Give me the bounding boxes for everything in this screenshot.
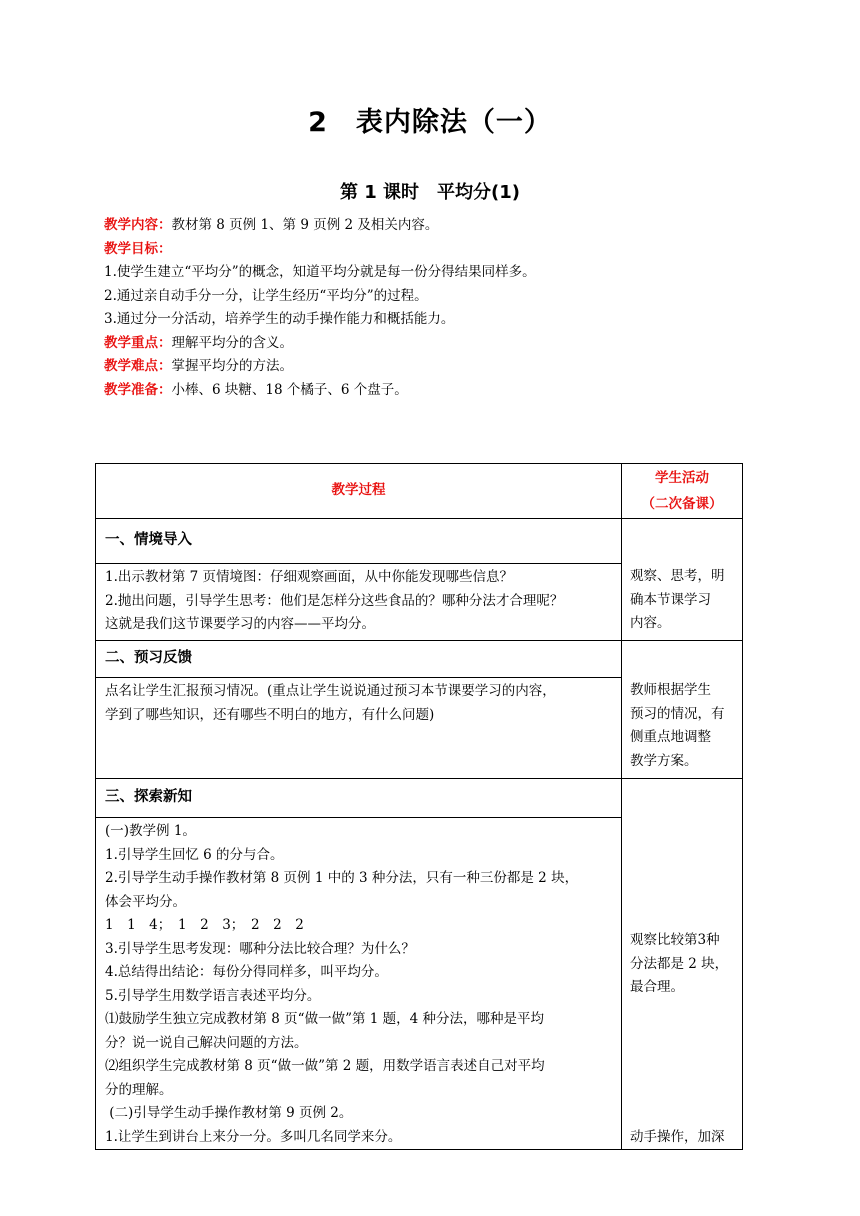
info-content: 教学内容：教材第 8 页例 1、第 9 页例 2 及相关内容。 — [104, 217, 439, 233]
section-heading: 三、探索新知 — [105, 789, 192, 806]
info-goals-label: 教学目标： — [104, 240, 172, 257]
section-heading-row — [96, 519, 743, 564]
header-activity: 学生活动 （二次备课） — [622, 464, 743, 519]
section-heading-row — [96, 641, 743, 678]
info-goal-2: 2.通过亲自动手分一分，让学生经历“平均分”的过程。 — [104, 287, 428, 304]
section-body: 点名让学生汇报预习情况。(重点让学生说说通过预习本节课要学习的内容， 学到了哪些知识，还有哪些不明白的地方，有什么问题) — [96, 678, 622, 779]
info-goal-1: 1.使学生建立“平均分”的概念，知道平均分就是每一份分得结果同样多。 — [104, 264, 536, 280]
table-header-row — [96, 464, 743, 519]
activity-continued: 动手操作，加深 — [630, 1128, 725, 1145]
lesson-title: 第 1 课时 平均分(1) — [339, 182, 521, 203]
header-process: 教学过程 — [96, 464, 622, 519]
info-keypoint: 教学重点：理解平均分的含义。 — [104, 334, 293, 351]
info-preparation: 教学准备：小棒、6 块糖、18 个橘子、6 个盘子。 — [104, 381, 408, 398]
section-heading-row — [96, 779, 743, 818]
section-body: 1.出示教材第 7 页情境图：仔细观察画面，从中你能发现哪些信息？ 2.抛出问题，引导学生思考：他们是怎样分这些食品的？哪种分法才合理呢？ 这就是我们这节课要学习的内容——平均分。 — [96, 564, 622, 641]
lesson-info — [104, 214, 764, 402]
activity-cell: 观察、思考，明 确本节课学习 内容。 — [622, 519, 743, 641]
section-body: (一)教学例 1。 1.引导学生回忆 6 的分与合。 2.引导学生动手操作教材第 8 页例 1 中的 3 种分法，只有一种三份都是 2 块， 体会平均分。 1 1 4； 1 2 3； 2 2 2 3.引导学生思考发现：哪种分法比较合理？为什么？ 4.总结得出结论：每份分得同样多，叫平均分。 5.引导学生用数学语言表述平均分。 ⑴鼓励学生独立完成教材第 8 页“做一做”第 1 题，4 种分法，哪种是平均 分？说一说自己解决问题的方法。 ⑵组织学生完成教材第 8 页“做一做”第 2 题，用数学语言表述自己对平均 分的理解。 (二)引导学生动手操作教材第 9 页例 2。 1.让学生到讲台上来分一分。多叫几名同学来分。 — [96, 818, 622, 1150]
lesson-process-table — [95, 463, 743, 1150]
info-goal-3: 3.通过分一分活动，培养学生的动手操作能力和概括能力。 — [104, 311, 455, 327]
activity-cell: 观察比较第3种 分法都是 2 块， 最合理。 动手操作，加深 — [622, 779, 743, 1150]
section-heading: 一、情境导入 — [105, 532, 192, 549]
activity-cell: 教师根据学生 预习的情况，有 侧重点地调整 教学方案。 — [622, 641, 743, 779]
info-difficulty: 教学难点：掌握平均分的方法。 — [104, 358, 293, 374]
chapter-title: 2 表内除法（一） — [308, 107, 552, 138]
section-heading: 二、预习反馈 — [105, 650, 192, 667]
